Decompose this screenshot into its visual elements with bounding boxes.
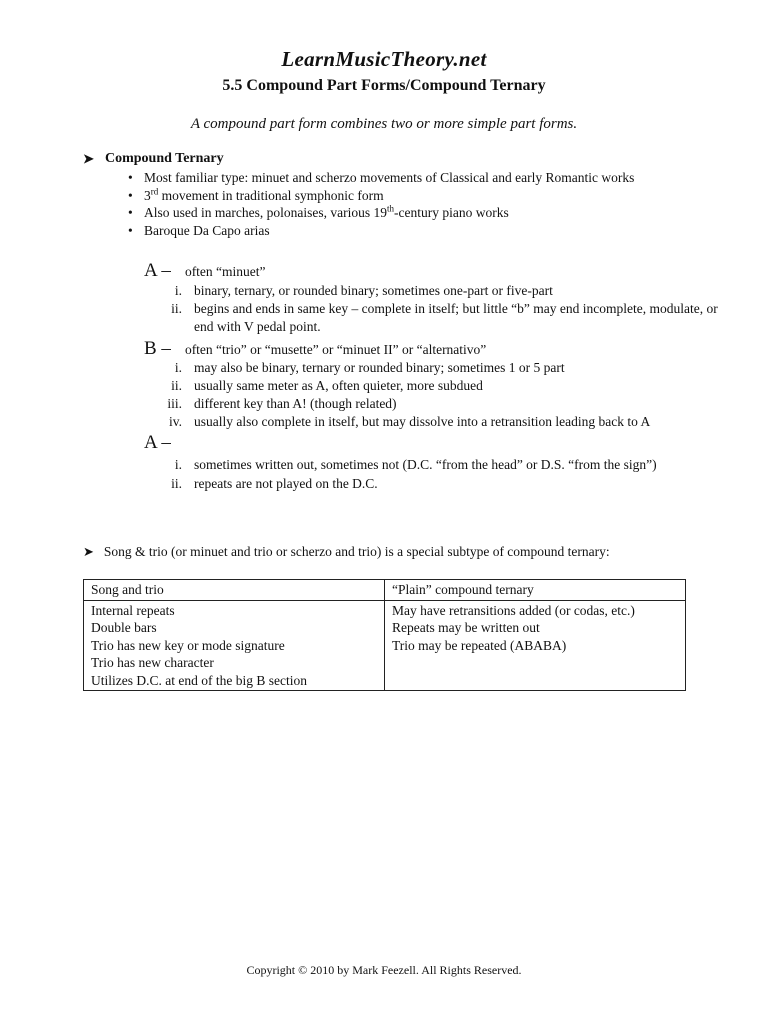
song-trio-intro <box>83 544 610 560</box>
bullet-item: • Most familiar type: minuet and scherzo movements of Classical and early Romantic works <box>128 169 634 187</box>
section-desc: often “minuet” <box>184 264 266 279</box>
intro-text: A compound part form combines two or more simple part forms. <box>190 116 578 132</box>
song-trio-text: Song & trio (or minuet and trio or scherzo and trio) is a special subtype of compound ternary: <box>103 544 610 559</box>
list-item: i. sometimes written out, sometimes not (D.C. “from the head” or D.S. “from the sign”) <box>174 457 657 472</box>
table-row <box>84 600 686 691</box>
cell-line: Internal repeats <box>91 602 175 618</box>
cell-line: Trio has new character <box>91 655 214 670</box>
list-item: i. may also be binary, ternary or rounded binary; sometimes 1 or 5 part <box>174 360 565 375</box>
arrow-bullet-icon: ➤ <box>83 151 94 166</box>
site-logo: LearnMusicTheory.net <box>281 47 487 71</box>
bullet-item: • Also used in marches, polonaises, various 19th-century piano works <box>128 204 634 222</box>
cell-line: May have retransitions added (or codas, etc.) <box>392 602 635 618</box>
table-cell-right <box>385 600 686 691</box>
section-desc: often “trio” or “musette” or “minuet II” or “alternativo” <box>184 342 487 357</box>
arrow-bullet-icon: ➤ <box>83 544 94 559</box>
list-item: ii. repeats are not played on the D.C. <box>171 476 378 491</box>
list-item: ii. usually same meter as A, often quieter, more subdued <box>171 378 483 393</box>
section-a-heading <box>144 260 266 282</box>
compound-ternary-heading <box>83 151 224 168</box>
heading-label: Compound Ternary <box>105 151 224 166</box>
table-header-row <box>84 580 686 601</box>
cell-line: Repeats may be written out <box>392 620 540 635</box>
compound-ternary-bullets <box>128 169 634 239</box>
list-item: i. binary, ternary, or rounded binary; sometimes one-part or five-part <box>174 283 553 298</box>
section-tag: A – <box>144 432 171 453</box>
bullet-item: • Baroque Da Capo arias <box>128 222 634 240</box>
page-title: 5.5 Compound Part Forms/Compound Ternary <box>222 77 546 94</box>
list-item: iv. usually also complete in itself, but may dissolve into a retransition leading back to A <box>169 414 651 429</box>
cell-line: Trio may be repeated (ABABA) <box>392 637 567 653</box>
section-b-heading <box>144 338 486 360</box>
cell-line: Utilizes D.C. at end of the big B section <box>91 672 307 688</box>
table-header-cell: Song and trio <box>84 580 385 601</box>
section-tag: B – <box>144 338 171 359</box>
section-a-return-list <box>144 456 724 493</box>
section-a-list <box>144 282 724 336</box>
cell-line: Double bars <box>91 620 157 635</box>
section-b-list <box>144 359 724 431</box>
list-item: ii. begins and ends in same key – complete in itself; but little “b” may end incomplete, modulate, or end with V pedal point. <box>171 301 718 334</box>
bullet-item: • 3rd movement in traditional symphonic form <box>128 187 634 205</box>
section-tag: A – <box>144 260 171 281</box>
list-item: iii. different key than A! (though related) <box>167 396 397 411</box>
cell-line: Trio has new key or mode signature <box>91 637 285 653</box>
table-header-cell: “Plain” compound ternary <box>385 580 686 601</box>
table-cell-left <box>84 600 385 691</box>
section-a-return-heading <box>144 432 185 454</box>
copyright-footer: Copyright © 2010 by Mark Feezell. All Rights Reserved. <box>246 963 522 977</box>
comparison-table <box>83 579 686 691</box>
